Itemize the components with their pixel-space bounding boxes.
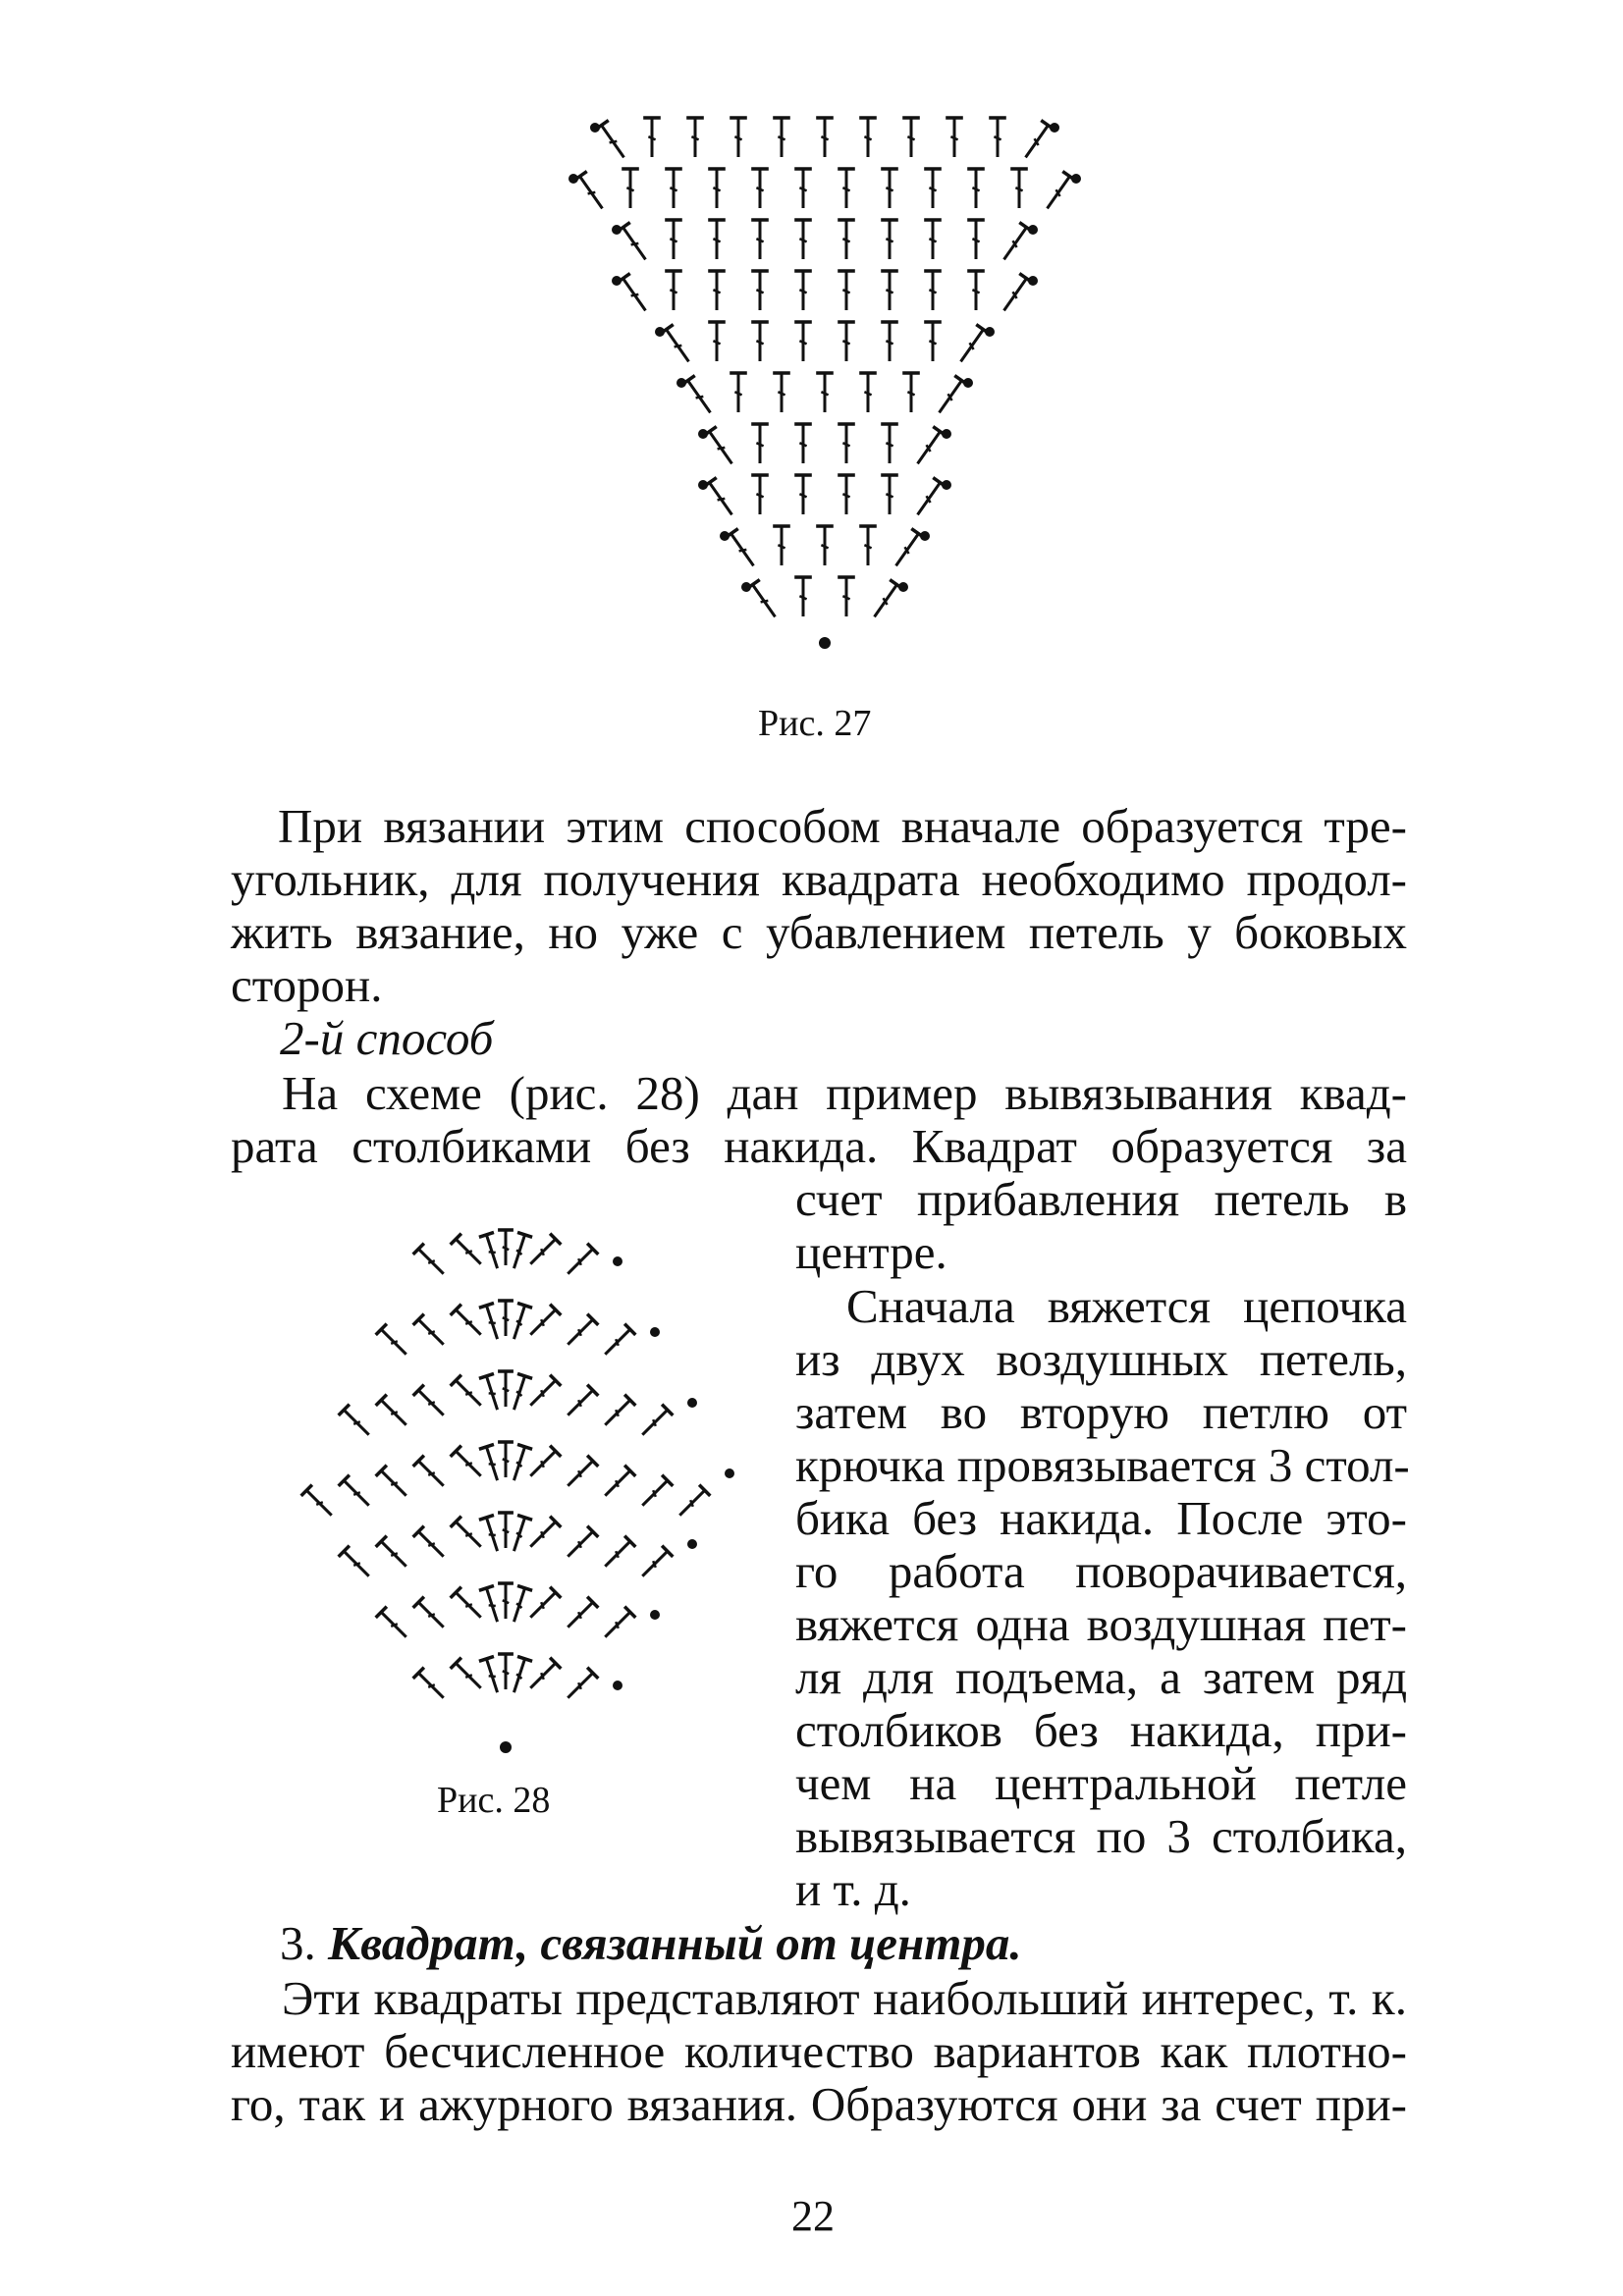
paragraph-2-right-line-2: центре. [795, 1225, 947, 1279]
edge-stitch-symbol [594, 121, 630, 163]
paragraph-3-line-9: столбиков без накида, при- [795, 1703, 1407, 1757]
center-stitch-symbol [479, 1303, 505, 1341]
chain-dot [500, 1741, 512, 1753]
stitch-symbol [600, 1466, 636, 1502]
paragraph-3-line-11: вывязывается по 3 столбика, [795, 1809, 1407, 1863]
paragraph-1-line-2: угольник, для получения квадрата необходимо продол- [231, 852, 1407, 906]
paragraph-3-line-10: чем на центральной петле [795, 1756, 1407, 1810]
stitch-symbol [563, 1385, 599, 1421]
chain-dot [985, 327, 995, 337]
stitch-symbol [600, 1536, 636, 1573]
center-stitch-symbol [507, 1585, 532, 1624]
center-stitch-symbol [498, 1513, 514, 1548]
stitch-symbol [989, 118, 1006, 157]
center-stitch-symbol [507, 1232, 532, 1270]
edge-stitch-symbol [702, 478, 738, 520]
center-stitch-symbol [507, 1515, 532, 1553]
paragraph-3-line-2: из двух воздушных петель, [795, 1332, 1407, 1386]
paragraph-3-line-3: затем во вторую петлю от [795, 1385, 1407, 1439]
stitch-symbol [794, 475, 812, 514]
stitch-symbol [773, 373, 790, 412]
stitch-symbol [708, 322, 726, 361]
stitch-symbol [376, 1607, 412, 1643]
figure-28-caption: Рис. 28 [437, 1780, 551, 1821]
stitch-symbol [637, 1475, 674, 1512]
stitch-symbol [881, 322, 898, 361]
chain-dot [698, 429, 708, 439]
stitch-symbol [708, 271, 726, 310]
stitch-symbol [794, 220, 812, 259]
figure-28-svg [231, 1212, 781, 1762]
paragraph-1-line-4: сторон. [231, 958, 383, 1012]
edge-stitch-symbol [910, 478, 947, 520]
edge-stitch-symbol [932, 376, 968, 418]
paragraph-1-line-3: жить вязание, но уже с убавлением петель у боковых [231, 905, 1407, 959]
stitch-symbol [413, 1456, 450, 1492]
paragraph-3-line-7: вяжется одна воздушная пет- [795, 1597, 1407, 1651]
chain-dot [1028, 276, 1038, 286]
section-3-heading [280, 1914, 1022, 1973]
stitch-symbol [525, 1446, 562, 1482]
center-stitch-symbol [507, 1373, 532, 1412]
figure-28-crochet-chart [231, 1212, 781, 1762]
figure-27-crochet-chart [422, 108, 1227, 658]
stitch-symbol [622, 169, 639, 208]
edge-stitch-symbol [953, 325, 990, 367]
stitch-symbol [838, 424, 855, 463]
stitch-symbol [301, 1485, 338, 1522]
stitch-symbol [859, 526, 877, 565]
stitch-symbol [730, 373, 747, 412]
figure-27-svg [422, 108, 1227, 658]
stitch-symbol [451, 1587, 487, 1624]
section-3-title: Квадрат, связанный от центра. [328, 1916, 1022, 1970]
stitch-symbol [600, 1395, 636, 1431]
chain-dot [1028, 225, 1038, 235]
chain-dot [819, 637, 831, 649]
chain-dot [650, 1610, 660, 1620]
chain-dot [655, 327, 665, 337]
edge-stitch-symbol [997, 223, 1033, 265]
center-stitch-symbol [479, 1656, 505, 1694]
chain-dot [612, 225, 622, 235]
stitch-symbol [665, 169, 682, 208]
stitch-symbol [751, 322, 769, 361]
stitch-symbol [376, 1536, 412, 1573]
stitch-symbol [838, 475, 855, 514]
stitch-symbol [563, 1597, 599, 1633]
edge-stitch-symbol [1040, 172, 1076, 214]
paragraph-1-line-1: При вязании этим способом вначале образуется тре- [278, 799, 1407, 853]
paragraph-2-right-line-1: счет прибавления петель в [795, 1172, 1407, 1226]
paragraph-4-line-2: имеют бесчисленное количество вариантов как плотно- [231, 2024, 1407, 2078]
stitch-symbol [665, 271, 682, 310]
stitch-symbol [451, 1375, 487, 1412]
stitch-symbol [924, 220, 942, 259]
stitch-symbol [881, 220, 898, 259]
chain-dot [1071, 174, 1081, 184]
stitch-symbol [525, 1234, 562, 1270]
stitch-symbol [339, 1405, 375, 1441]
stitch-symbol [794, 169, 812, 208]
center-stitch-symbol [479, 1515, 505, 1553]
chain-dot [612, 276, 622, 286]
stitch-symbol [665, 220, 682, 259]
stitch-symbol [675, 1485, 711, 1522]
stitch-symbol [751, 271, 769, 310]
paragraph-3-line-4: крючка провязывается 3 стол- [795, 1438, 1410, 1492]
stitch-symbol [881, 424, 898, 463]
stitch-symbol [924, 322, 942, 361]
edge-stitch-symbol [572, 172, 609, 214]
stitch-symbol [881, 475, 898, 514]
stitch-symbol [525, 1375, 562, 1412]
stitch-symbol [525, 1587, 562, 1624]
stitch-symbol [708, 220, 726, 259]
chain-dot [687, 1539, 697, 1549]
chain-dot [942, 429, 951, 439]
stitch-symbol [563, 1668, 599, 1704]
chain-dot [920, 531, 930, 541]
stitch-symbol [902, 118, 920, 157]
stitch-symbol [413, 1385, 450, 1421]
stitch-symbol [376, 1395, 412, 1431]
stitch-symbol [794, 577, 812, 616]
stitch-symbol [376, 1466, 412, 1502]
chain-dot [698, 480, 708, 490]
edge-stitch-symbol [867, 580, 903, 622]
edge-stitch-symbol [997, 274, 1033, 316]
chain-dot [650, 1327, 660, 1337]
stitch-symbol [339, 1546, 375, 1582]
stitch-symbol [708, 169, 726, 208]
stitch-symbol [451, 1305, 487, 1341]
chain-dot [613, 1256, 622, 1266]
stitch-symbol [525, 1658, 562, 1694]
chain-dot [1050, 123, 1059, 133]
stitch-symbol [413, 1244, 450, 1280]
stitch-symbol [1010, 169, 1028, 208]
center-stitch-symbol [479, 1585, 505, 1624]
chain-dot [687, 1398, 697, 1408]
stitch-symbol [637, 1546, 674, 1582]
stitch-symbol [376, 1324, 412, 1361]
edge-stitch-symbol [616, 274, 652, 316]
chain-dot [590, 123, 600, 133]
stitch-symbol [794, 424, 812, 463]
stitch-symbol [525, 1517, 562, 1553]
center-stitch-symbol [498, 1442, 514, 1477]
stitch-symbol [600, 1607, 636, 1643]
paragraph-3-line-6: го работа поворачивается, [795, 1544, 1407, 1598]
paragraph-3-line-12: и т. д. [795, 1862, 911, 1916]
stitch-symbol [816, 373, 834, 412]
center-stitch-symbol [479, 1444, 505, 1482]
paragraph-3-line-5: бика без накида. После это- [795, 1491, 1407, 1545]
stitch-symbol [881, 169, 898, 208]
stitch-symbol [773, 526, 790, 565]
stitch-symbol [563, 1244, 599, 1280]
edge-stitch-symbol [1018, 121, 1055, 163]
section-3-number: 3. [280, 1916, 316, 1970]
stitch-symbol [413, 1314, 450, 1351]
stitch-symbol [924, 271, 942, 310]
edge-stitch-symbol [616, 223, 652, 265]
edge-stitch-symbol [745, 580, 782, 622]
stitch-symbol [838, 220, 855, 259]
stitch-symbol [816, 526, 834, 565]
paragraph-4-line-3: го, так и ажурного вязания. Образуются они за счет при- [231, 2077, 1407, 2131]
stitch-symbol [967, 220, 985, 259]
edge-stitch-symbol [680, 376, 717, 418]
stitch-symbol [451, 1658, 487, 1694]
stitch-symbol [838, 271, 855, 310]
center-stitch-symbol [498, 1301, 514, 1336]
stitch-symbol [967, 271, 985, 310]
paragraph-2-line-2: рата столбиками без накида. Квадрат образуется за [231, 1119, 1407, 1173]
stitch-symbol [859, 373, 877, 412]
stitch-symbol [563, 1314, 599, 1351]
chain-dot [963, 378, 973, 388]
edge-stitch-symbol [910, 427, 947, 469]
center-stitch-symbol [479, 1232, 505, 1270]
page-number: 22 [791, 2192, 835, 2240]
center-stitch-symbol [507, 1444, 532, 1482]
chain-dot [942, 480, 951, 490]
chain-dot [720, 531, 730, 541]
stitch-symbol [643, 118, 661, 157]
stitch-symbol [339, 1475, 375, 1512]
stitch-symbol [967, 169, 985, 208]
center-stitch-symbol [498, 1583, 514, 1619]
stitch-symbol [751, 220, 769, 259]
center-stitch-symbol [498, 1230, 514, 1265]
edge-stitch-symbol [659, 325, 695, 367]
stitch-symbol [838, 577, 855, 616]
edge-stitch-symbol [702, 427, 738, 469]
paragraph-2-line-1: На схеме (рис. 28) дан пример вывязывания квад- [282, 1066, 1407, 1120]
center-stitch-symbol [507, 1303, 532, 1341]
paragraph-3-line-1: Сначала вяжется цепочка [846, 1279, 1407, 1333]
stitch-symbol [451, 1517, 487, 1553]
stitch-symbol [686, 118, 704, 157]
stitch-symbol [413, 1526, 450, 1563]
stitch-symbol [794, 271, 812, 310]
stitch-symbol [600, 1324, 636, 1361]
stitch-symbol [730, 118, 747, 157]
chain-dot [741, 582, 751, 592]
stitch-symbol [563, 1456, 599, 1492]
stitch-symbol [881, 271, 898, 310]
center-stitch-symbol [498, 1654, 514, 1689]
center-stitch-symbol [479, 1373, 505, 1412]
stitch-symbol [838, 322, 855, 361]
stitch-symbol [902, 373, 920, 412]
stitch-symbol [451, 1234, 487, 1270]
stitch-symbol [413, 1668, 450, 1704]
chain-dot [568, 174, 578, 184]
paragraph-4-line-1: Эти квадраты представляют наибольший интерес, т. к. [282, 1971, 1407, 2025]
chain-dot [676, 378, 686, 388]
chain-dot [725, 1468, 734, 1478]
stitch-symbol [773, 118, 790, 157]
stitch-symbol [637, 1405, 674, 1441]
stitch-symbol [859, 118, 877, 157]
chain-dot [898, 582, 908, 592]
stitch-symbol [794, 322, 812, 361]
stitch-symbol [751, 475, 769, 514]
stitch-symbol [751, 169, 769, 208]
stitch-symbol [563, 1526, 599, 1563]
center-stitch-symbol [498, 1371, 514, 1407]
chain-dot [613, 1681, 622, 1690]
edge-stitch-symbol [724, 529, 760, 571]
stitch-symbol [525, 1305, 562, 1341]
subheading-method-2: 2-й способ [280, 1011, 494, 1065]
stitch-symbol [946, 118, 963, 157]
stitch-symbol [924, 169, 942, 208]
edge-stitch-symbol [889, 529, 925, 571]
paragraph-3-line-8: ля для подъема, а затем ряд [795, 1650, 1407, 1704]
stitch-symbol [838, 169, 855, 208]
stitch-symbol [751, 424, 769, 463]
stitch-symbol [413, 1597, 450, 1633]
stitch-symbol [816, 118, 834, 157]
stitch-symbol [451, 1446, 487, 1482]
figure-27-caption: Рис. 27 [758, 703, 872, 744]
center-stitch-symbol [507, 1656, 532, 1694]
